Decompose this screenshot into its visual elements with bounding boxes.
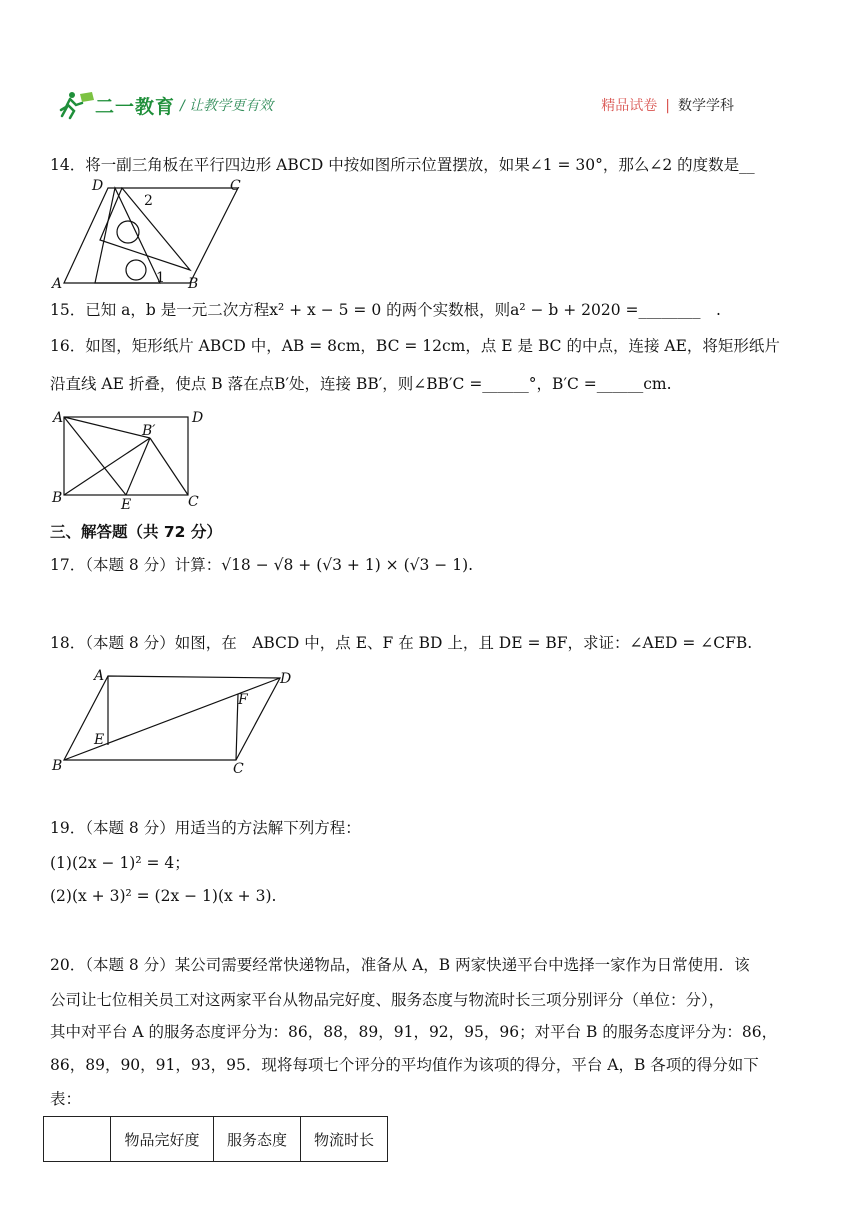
table-header-cell: 服务态度 xyxy=(214,1117,301,1162)
q18-text: 18．（本题 8 分）如图，在 ABCD 中，点 E、F 在 BD 上，且 DE = BF，求证：∠AED = ∠CFB. xyxy=(50,634,753,652)
q18-label-d: D xyxy=(280,671,292,687)
q18-label-c: C xyxy=(233,761,244,777)
q20-line4: 86，89，90，91，93，95．现将每项七个评分的平均值作为该项的得分，平台 A，B 各项的得分如下 xyxy=(50,1056,759,1074)
q19-intro: 19．（本题 8 分）用适当的方法解下列方程： xyxy=(50,819,361,837)
header-right xyxy=(601,95,734,115)
logo-runner-icon xyxy=(58,90,98,120)
q16-line2: 沿直线 AE 折叠，使点 B 落在点B′处，连接 BB′，则∠BB′C =______°，B′C =______cm. xyxy=(50,375,672,393)
table-header-cell: 物品完好度 xyxy=(111,1117,214,1162)
q16-label-b: B xyxy=(52,490,63,506)
q17-text: 17．（本题 8 分）计算：√18 − √8 + (√3 + 1) × (√3 − 1). xyxy=(50,556,474,574)
q16-label-d: D xyxy=(192,410,204,426)
section-title: 三、解答题（共 72 分） xyxy=(50,523,222,541)
q14-figure xyxy=(50,178,250,290)
q20-line3: 其中对平台 A 的服务态度评分为：86，88，89，91，92，95，96；对平台 B 的服务态度评分为：86， xyxy=(50,1023,778,1041)
q16-line1: 16．如图，矩形纸片 ABCD 中，AB = 8cm，BC = 12cm，点 E 是 BC 的中点，连接 AE，将矩形纸片 xyxy=(50,337,780,355)
q20-line2: 公司让七位相关员工对这两家平台从物品完好度、服务态度与物流时长三项分别评分（单位：分）， xyxy=(50,991,725,1009)
q18-figure xyxy=(50,666,300,778)
table-header-cell xyxy=(44,1117,111,1162)
q19-eq1: (1)(2x − 1)² = 4； xyxy=(50,854,190,872)
table-header-row xyxy=(44,1117,388,1162)
q18-label-e: E xyxy=(94,732,105,748)
q16-label-bprime: B′ xyxy=(142,423,156,439)
header-subject: 数学学科 xyxy=(678,98,734,114)
q14-label-a: A xyxy=(52,276,63,290)
q15-text: 15．已知 a，b 是一元二次方程x² + x − 5 = 0 的两个实数根，则a² − b + 2020 =________ . xyxy=(50,301,721,319)
q18-label-a: A xyxy=(94,668,105,684)
q18-label-b: B xyxy=(52,758,63,774)
q16-label-c: C xyxy=(188,494,199,510)
q14-text: 14．将一副三角板在平行四边形 ABCD 中按如图所示位置摆放，如果∠1 = 30°，那么∠2 的度数是__ xyxy=(50,156,755,174)
table-header-cell: 物流时长 xyxy=(301,1117,388,1162)
logo-text: 二一教育 xyxy=(95,96,176,118)
score-table xyxy=(43,1116,388,1162)
header-separator: | xyxy=(665,98,670,114)
q19-eq2: (2)(x + 3)² = (2x − 1)(x + 3). xyxy=(50,887,277,905)
q18-label-f: F xyxy=(238,692,248,708)
q16-label-e: E xyxy=(121,497,132,512)
header-tag: 精品试卷 xyxy=(601,98,658,114)
q20-line1: 20．（本题 8 分）某公司需要经常快递物品，准备从 A，B 两家快递平台中选择一家作为日常使用．该 xyxy=(50,956,750,974)
q14-label-d: D xyxy=(92,178,104,194)
q16-label-a: A xyxy=(53,410,64,426)
q14-label-b: B xyxy=(188,276,199,290)
q20-line5: 表： xyxy=(50,1090,82,1108)
q16-figure xyxy=(50,408,210,512)
q14-label-angle2: 2 xyxy=(144,193,153,209)
header-slogan: / 让教学更有效 xyxy=(180,98,274,114)
q14-label-c: C xyxy=(230,178,241,194)
q14-label-angle1: 1 xyxy=(156,270,165,286)
